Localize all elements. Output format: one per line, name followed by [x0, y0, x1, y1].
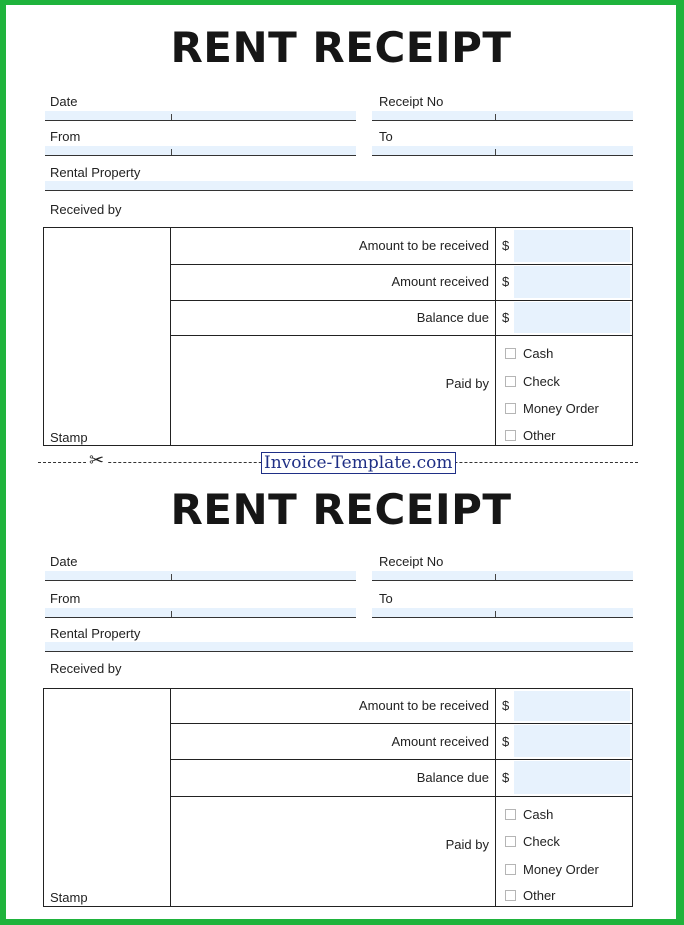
stamp-label: Stamp [50, 430, 88, 445]
rental-property-label: Rental Property [50, 165, 141, 180]
dollar-sign: $ [502, 310, 510, 325]
dollar-sign: $ [502, 698, 510, 713]
payment-option-other[interactable]: Other [505, 888, 556, 903]
balance-due-field[interactable] [514, 761, 630, 794]
dollar-sign: $ [502, 770, 510, 785]
checkbox-icon[interactable] [505, 864, 516, 875]
to-label: To [379, 129, 393, 144]
receipt-no-field[interactable] [372, 111, 633, 120]
payment-option-check[interactable]: Check [505, 834, 560, 849]
amount-received-label: Amount received [391, 734, 489, 749]
receipt-no-label: Receipt No [379, 94, 444, 109]
receipt-page [6, 5, 676, 919]
balance-due-field[interactable] [514, 302, 630, 333]
from-label: From [50, 129, 81, 144]
checkbox-icon[interactable] [505, 809, 516, 820]
from-field[interactable] [45, 608, 356, 617]
checkbox-icon[interactable] [505, 403, 516, 414]
amount-to-be-received-label: Amount to be received [358, 698, 489, 713]
amount-to-be-received-field[interactable] [514, 691, 630, 721]
dollar-sign: $ [502, 274, 510, 289]
to-field[interactable] [372, 146, 633, 155]
payment-option-other[interactable]: Other [505, 428, 556, 443]
amount-received-field[interactable] [514, 266, 630, 298]
amount-to-be-received-field[interactable] [514, 230, 630, 262]
rental-property-label: Rental Property [50, 626, 141, 641]
rental-property-field[interactable] [45, 642, 633, 651]
to-field[interactable] [372, 608, 633, 617]
balance-due-label: Balance due [416, 310, 489, 325]
from-label: From [50, 591, 81, 606]
dollar-sign: $ [502, 734, 510, 749]
payment-option-money-order[interactable]: Money Order [505, 401, 599, 416]
checkbox-icon[interactable] [505, 348, 516, 359]
receipt-title: RENT RECEIPT [170, 23, 512, 72]
paid-by-label: Paid by [445, 376, 489, 391]
stamp-label: Stamp [50, 890, 88, 905]
received-by-label: Received by [50, 661, 122, 676]
rent-receipt-2 [6, 467, 676, 917]
checkbox-icon[interactable] [505, 890, 516, 901]
payment-option-cash[interactable]: Cash [505, 346, 553, 361]
amount-received-field[interactable] [514, 725, 630, 757]
payment-option-money-order[interactable]: Money Order [505, 862, 599, 877]
checkbox-icon[interactable] [505, 430, 516, 441]
date-label: Date [50, 94, 78, 109]
rent-receipt-1 [6, 5, 676, 455]
to-label: To [379, 591, 393, 606]
date-label: Date [50, 554, 78, 569]
balance-due-label: Balance due [416, 770, 489, 785]
receipt-no-field[interactable] [372, 571, 633, 580]
rental-property-field[interactable] [45, 181, 633, 190]
dollar-sign: $ [502, 238, 510, 253]
checkbox-icon[interactable] [505, 376, 516, 387]
payment-table [43, 227, 633, 446]
date-field[interactable] [45, 571, 356, 580]
payment-option-check[interactable]: Check [505, 374, 560, 389]
amount-received-label: Amount received [391, 274, 489, 289]
payment-option-cash[interactable]: Cash [505, 807, 553, 822]
scissors-icon: ✂ [86, 450, 107, 471]
payment-table [43, 688, 633, 907]
watermark: Invoice-Template.com [261, 452, 456, 474]
receipt-title: RENT RECEIPT [170, 485, 512, 534]
checkbox-icon[interactable] [505, 836, 516, 847]
received-by-label: Received by [50, 202, 122, 217]
from-field[interactable] [45, 146, 356, 155]
paid-by-label: Paid by [445, 837, 489, 852]
date-field[interactable] [45, 111, 356, 120]
amount-to-be-received-label: Amount to be received [358, 238, 489, 253]
receipt-no-label: Receipt No [379, 554, 444, 569]
